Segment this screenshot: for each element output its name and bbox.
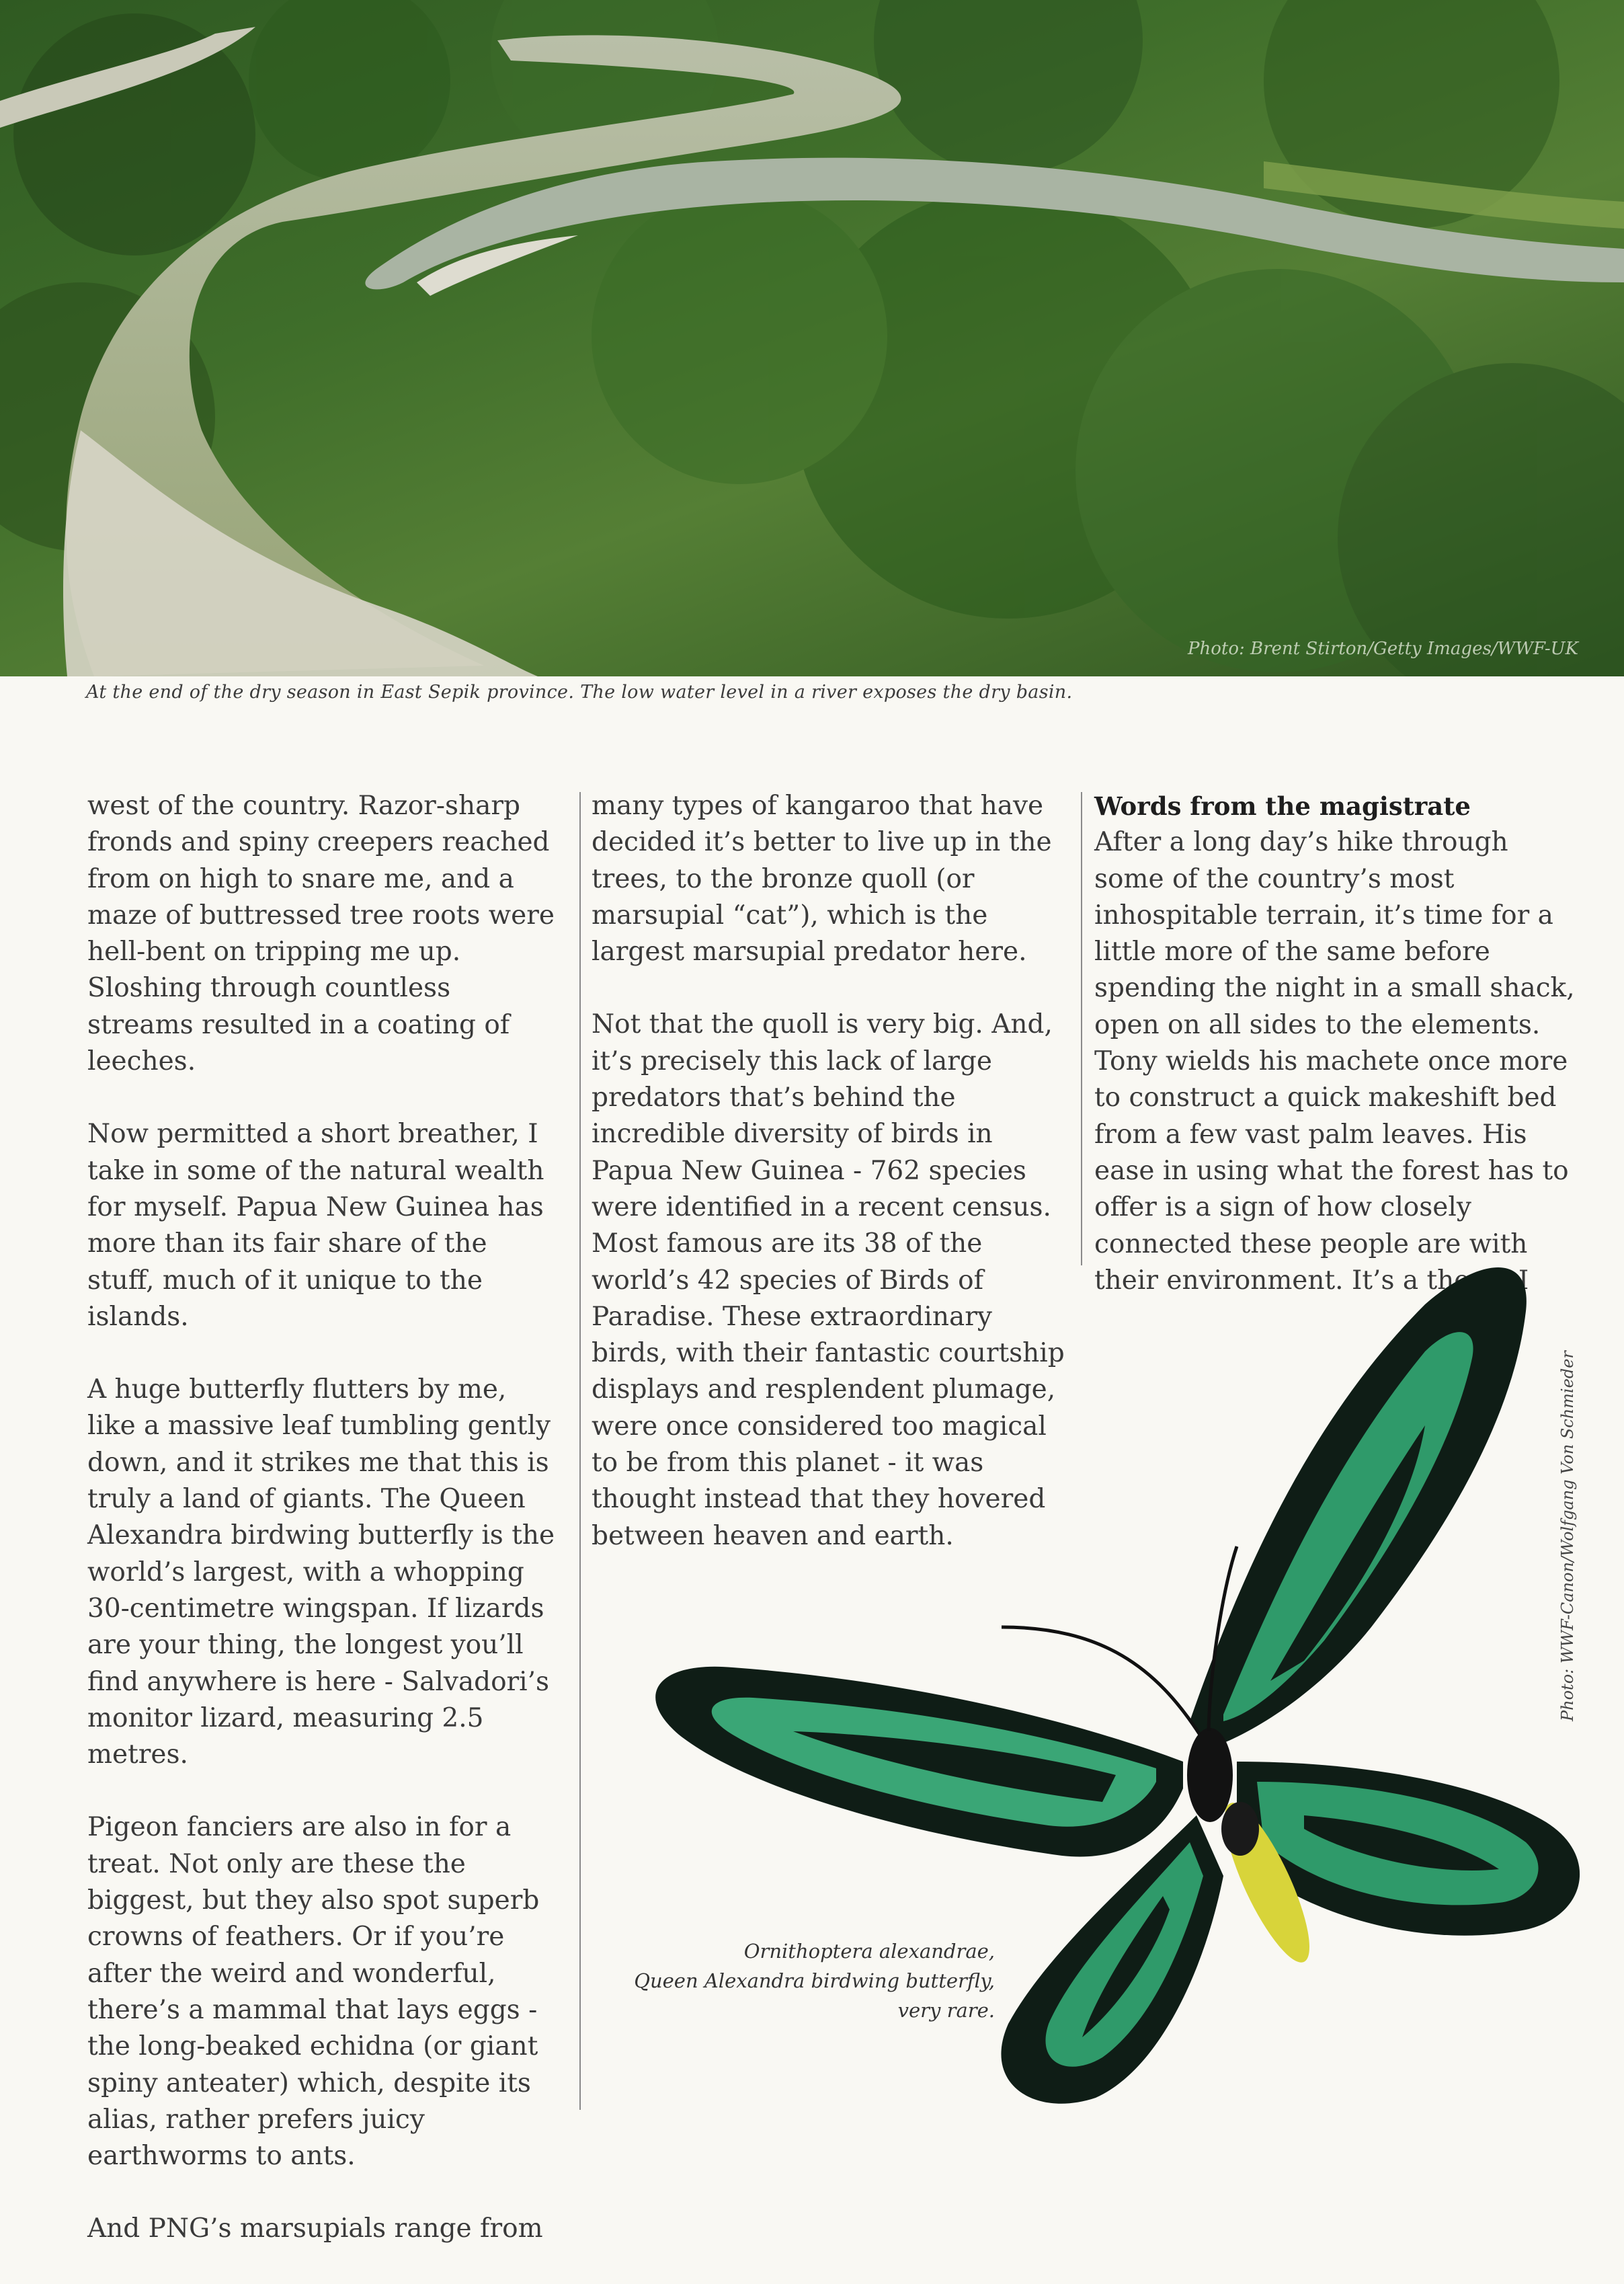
paragraph: west of the country. Razor-sharp fronds and spiny creepers reached from on high to snare me, and a maze of buttressed tree roots were hell-bent on tripping me up. Sloshing through countless streams resulted in a coating of leeches. <box>87 791 555 1077</box>
paragraph: A huge butterfly flutters by me, like a massive leaf tumbling gently down, and it strikes me that this is truly a land of giants. The Queen Alexandra birdwing butterfly is the world’s largest, with a whopping 30-centimetre wingspan. If lizards are your thing, the longest you’ll find anywhere is here - Salvadori’s monitor lizard, measuring 2.5 metres. <box>87 1374 555 1770</box>
paragraph: Now permitted a short breather, I take in some of the natural wealth for myself. Papua New Guinea has more than its fair share of the stuff, much of it unique to the islands. <box>87 1119 544 1332</box>
river-aerial-photo <box>0 0 1624 676</box>
butterfly-photo-credit: Photo: WWF-Canon/Wolfgang Von Schmieder <box>1558 1351 1577 1721</box>
photo-credit: Photo: Brent Stirton/Getty Images/WWF-UK <box>1187 639 1578 659</box>
column-divider <box>1081 792 1082 1265</box>
paragraph: And PNG’s marsupials range from <box>87 2213 543 2244</box>
paragraph: Pigeon fanciers are also in for a treat. Not only are these the biggest, but they also spot superb crowns of feathers. Or if you’re after the weird and wonderful, there’s a mammal that lays eggs - the long-beaked echidna (or giant spiny anteater) which, despite its alias, rather prefers juicy earthworms to ants. <box>87 1812 540 2172</box>
column-divider <box>579 792 581 2110</box>
caption-line: very rare. <box>897 1999 995 2022</box>
paragraph: Not that the quoll is very big. And, it’s precisely this lack of large predators that’s behind the incredible diversity of birds in Papua New Guinea - 762 species were identified in a recent census. Most famous are its 38 of the world’s 42 species of Birds of Paradise. These extraordinary birds, with their fantastic courtship displays and resplendent plumage, were once considered too magical to be from this planet - it was thought instead that they hovered between heaven and earth. <box>592 1009 1065 1551</box>
paragraph: many types of kangaroo that have decided it’s better to live up in the trees, to the bronze quoll (or marsupial “cat”), which is the largest marsupial predator here. <box>592 791 1052 968</box>
caption-line: Queen Alexandra birdwing butterfly, <box>634 1969 995 1992</box>
butterfly-caption <box>592 1936 995 2025</box>
article-column-1 <box>87 788 558 2284</box>
photo-caption: At the end of the dry season in East Sepik province. The low water level in a river exposes the dry basin. <box>86 682 1073 703</box>
thorax <box>1187 1728 1233 1822</box>
paragraph: After a long day’s hike through some of the country’s most inhospitable terrain, it’s time for a little more of the same before spending the night in a small shack, open on all sides to the elements. Tony wields his machete once more to construct a quick makeshift bed from a few vast palm leaves. His ease in using what the forest has to offer is a sign of how closely connected these people are with their environment. It’s a theme I <box>1094 827 1575 1296</box>
caption-line: Ornithoptera alexandrae, <box>743 1940 995 1963</box>
section-heading: Words from the magistrate <box>1094 791 1471 821</box>
river-landscape-graphic <box>0 0 1624 676</box>
